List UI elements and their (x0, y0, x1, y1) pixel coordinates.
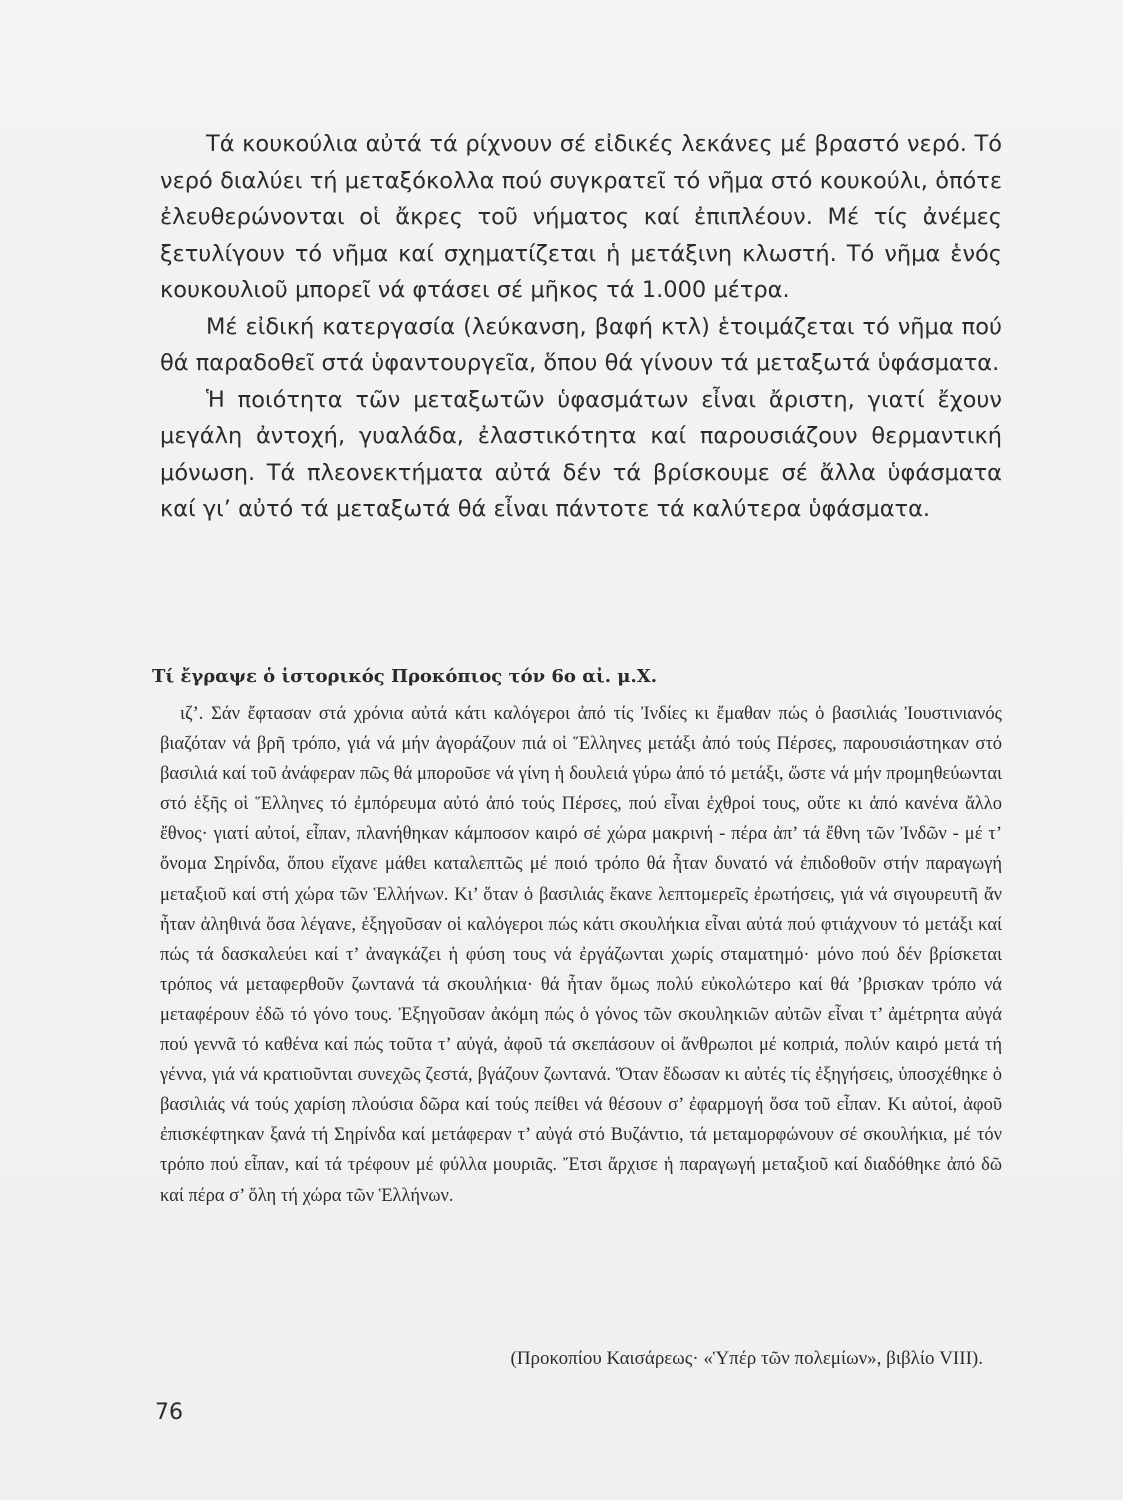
paragraph-quality: Ἡ ποιότητα τῶν μεταξωτῶν ὑφασμάτων εἶναι ἄριστη, γιατί ἔχουν μεγάλη ἀντοχή, γυαλάδα, ἐλαστικότητα καί παρουσιάζουν θερμαντική μόνωση. Τά πλεονεκτήματα αὐτά δέν τά βρίσκουμε σέ ἄλλα ὑφάσματα καί γι’ αὐτό τά μεταξωτά θά εἶναι πάντοτε τά καλύτερα ὑφάσματα. (160, 386, 1002, 522)
procopius-quote (160, 699, 1002, 1211)
page-number: 76 (155, 1400, 183, 1425)
quote-citation: (Προκοπίου Καισάρεως· «Ὑπέρ τῶν πολεμίων», βιβλίο VIII). (510, 1348, 983, 1369)
paragraph-cocoons: Τά κουκούλια αὐτά τά ρίχνουν σέ εἰδικές λεκάνες μέ βραστό νερό. Τό νερό διαλύει τή μεταξόκολλα πού συγκρατεῖ τό νῆμα στό κουκούλι, ὁπότε ἐλευθερώνονται οἱ ἄκρες τοῦ νήματος καί ἐπιπλέουν. Μέ τίς ἀνέμες ξετυλίγουν τό νῆμα καί σχηματίζεται ἡ μετάξινη κλωστή. Τό νῆμα ἑνός κουκουλιοῦ μπορεῖ νά φτάσει σέ μῆκος τά 1.000 μέτρα. (160, 131, 1002, 303)
section-heading: Τί ἔγραψε ὁ ἱστορικός Προκόπιος τόν 6ο αἰ. μ.Χ. (152, 666, 657, 687)
paragraph-processing: Μέ εἰδική κατεργασία (λεύκανση, βαφή κτλ) ἑτοιμάζεται τό νῆμα πού θά παραδοθεῖ στά ὑφαντουργεῖα, ὅπου θά γίνουν τά μεταξωτά ὑφάσματα. (160, 313, 1002, 376)
main-body-text (160, 126, 1002, 528)
quote-paragraph: ιζ’. Σάν ἔφτασαν στά χρόνια αὐτά κάτι καλόγεροι ἀπό τίς Ἰνδίες κι ἔμαθαν πώς ὁ βασιλιάς Ἰουστινιανός βιαζόταν νά βρῆ τρόπο, γιά νά μήν ἀγοράζουν πιά οἱ Ἕλληνες μετάξι ἀπό τούς Πέρσες, παρουσιάστηκαν στό βασιλιά καί τοῦ ἀνάφεραν πῶς θά μποροῦσε νά γίνη ἡ δουλειά γύρω ἀπό τό μετάξι, ὥστε νά μήν προμηθεύωνται στό ἑξῆς οἱ Ἕλληνες τό ἐμπόρευμα αὐτό ἀπό τούς Πέρσες, πού εἶναι ἐχθροί τους, οὔτε κι ἀπό κανένα ἄλλο ἔθνος· γιατί αὐτοί, εἶπαν, πλανήθηκαν κάμποσον καιρό σέ χώρα μακρινή - πέρα ἀπ’ τά ἔθνη τῶν Ἰνδῶν - μέ τ’ ὄνομα Σηρίνδα, ὅπου εἴχανε μάθει καταλεπτῶς μέ ποιό τρόπο θά ἦταν δυνατό νά ἐπιδοθοῦν στήν παραγωγή μεταξιοῦ καί στή χώρα τῶν Ἑλλήνων. Κι’ ὅταν ὁ βασιλιάς ἔκανε λεπτομερεῖς ἐρωτήσεις, γιά νά σιγουρευτῆ ἄν ἦταν ἀληθινά ὅσα λέγανε, ἐξηγοῦσαν οἱ καλόγεροι πώς κάτι σκουλήκια εἶναι αὐτά πού φτιάχνουν τό μετάξι καί πώς τά δασκαλεύει καί τ’ ἀναγκάζει ἡ φύση τους νά ἐργάζωνται χωρίς σταματημό· μόνο πού δέν βρίσκεται τρόπος νά μεταφερθοῦν ζωντανά τά σκουλήκια· θά ἦταν ὅμως πολύ εὐκολώτερο καί θά ’βρισκαν τρόπο νά μεταφέρουν ἐδῶ τό γόνο τους. Ἐξηγοῦσαν ἀκόμη πώς ὁ γόνος τῶν σκουληκιῶν αὐτῶν εἶναι τ’ ἀμέτρητα αὐγά πού γεννᾶ τό καθένα καί πώς τοῦτα τ’ αὐγά, ἀφοῦ τά σκεπάσουν οἱ ἄνθρωποι μέ κοπριά, πολύν καιρό μετά τή γέννα, γιά νά κρατιοῦνται συνεχῶς ζεστά, βγάζουν ζωντανά. Ὅταν ἔδωσαν κι αὐτές τίς ἐξηγήσεις, ὑποσχέθηκε ὁ βασιλιάς νά τούς χαρίση πλούσια δῶρα καί τούς πείθει νά θέσουν σ’ ἐφαρμογή ὅσα τοῦ εἶπαν. Κι αὐτοί, ἀφοῦ ἐπισκέφτηκαν ξανά τή Σηρίνδα καί μετάφεραν τ’ αὐγά στό Βυζάντιο, τά μεταμορφώνουν σέ σκουλήκια, μέ τόν τρόπο πού εἶπαν, καί τά τρέφουν μέ φύλλα μουριᾶς. Ἔτσι ἄρχισε ἡ παραγωγή μεταξιοῦ καί διαδόθηκε ἀπό δῶ καί πέρα σ’ ὅλη τή χώρα τῶν Ἑλλήνων. (160, 704, 1002, 1206)
